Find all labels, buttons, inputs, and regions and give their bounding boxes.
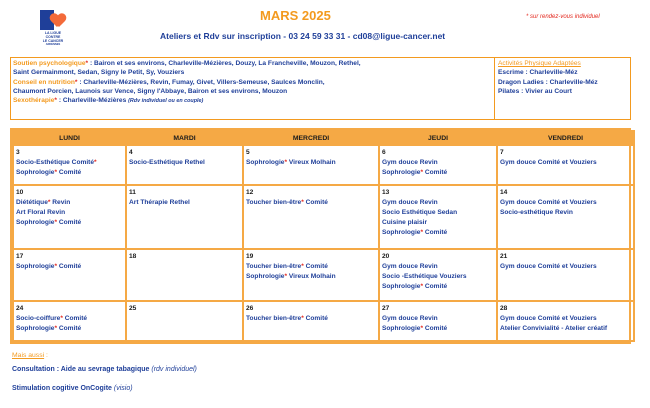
day-number: 6 (382, 149, 386, 156)
activity-location: Comité (57, 219, 82, 227)
sexo-line: Sexothérapie* : Charleville-Mézières (Rdv individuel ou en couple) (13, 97, 204, 105)
day-number: 12 (246, 189, 254, 197)
apa-item: Dragon Ladies : Charleville-Méz (498, 78, 598, 86)
calendar-week-row (13, 249, 634, 301)
calendar-day-cell (243, 249, 379, 301)
activity-item (129, 158, 240, 168)
soutien-text: : Bairon et ses environs, Charleville-Mézières, Douzy, La Francheville, Mouzon, Rethel, (88, 60, 361, 67)
calendar-day-cell (379, 185, 497, 249)
activity-item (16, 208, 123, 218)
day-number: 20 (382, 252, 390, 260)
calendar-day-cell (497, 301, 634, 341)
calendar-day-cell (126, 145, 243, 185)
appointment-star: * (420, 282, 424, 290)
activity-item (500, 262, 631, 272)
sexo-note: (Rdv individuel ou en couple) (128, 98, 204, 105)
calendar-day-cell (497, 249, 634, 301)
appointment-star: * (420, 324, 424, 332)
activity-name: Socio -Esthétique Vouziers (382, 272, 467, 280)
activity-item (382, 208, 494, 218)
activity-item (16, 262, 123, 272)
day-number: 10 (16, 189, 24, 197)
conseil-text: : Charleville-Mézières, Revin, Fumay, Givet, Villers-Semeuse, Saulces Monclin, (77, 78, 325, 86)
activity-name: Gym douce Comité et Vouziers (500, 262, 597, 270)
calendar-table (12, 130, 635, 342)
stimulation-text: Stimulation cogitive OnCogite (12, 385, 114, 392)
activity-name: Socio-Esthétique Rethel (129, 159, 205, 166)
activity-name: Sophrologie (382, 229, 421, 237)
apa-box (496, 58, 630, 119)
appointment-star: * (284, 272, 288, 280)
activity-item (246, 158, 376, 168)
soutien-line-2: Saint Germainmont, Sedan, Signy le Petit, Sy, Vouziers (13, 69, 185, 77)
activity-item (129, 198, 240, 208)
activity-location: Comité (423, 324, 448, 332)
conseil-label: Conseil en nutrition (13, 78, 75, 86)
day-header: MERCREDI (243, 131, 379, 145)
activity-name: Gym douce Revin (382, 199, 438, 207)
mais-aussi-text: Mais aussi (12, 352, 45, 359)
sexo-text: : Charleville-Mézières (57, 97, 129, 105)
activity-name: Toucher bien-être (246, 262, 302, 270)
activity-name: Socio-coiffure (16, 314, 61, 322)
rdv-note: * sur rendez-vous individuel (526, 14, 600, 20)
conseil-line: Conseil en nutrition* : Charleville-Mézières, Revin, Fumay, Givet, Villers-Semeuse, Saulces Monclin, (13, 78, 325, 86)
activity-item (382, 262, 494, 272)
activity-location: Comité (62, 314, 88, 322)
day-number: 4 (129, 149, 133, 156)
calendar-day-cell (243, 185, 379, 249)
appointment-star: * (301, 314, 304, 322)
activity-item (382, 218, 494, 228)
logo-line: ARDENNES (45, 43, 61, 47)
activity-name: Art Floral Revin (16, 209, 66, 217)
activity-item (382, 228, 494, 238)
calendar-day-cell (13, 249, 126, 301)
activity-item (16, 218, 123, 228)
activity-name: Diététique (16, 199, 48, 207)
activity-item (246, 198, 376, 208)
logo-line: LE CANCER (42, 38, 64, 43)
appointment-star: * (47, 199, 51, 207)
activity-item (246, 314, 376, 324)
mais-aussi-suffix: : (44, 352, 48, 359)
calendar-day-cell (379, 145, 497, 185)
calendar-week-row (13, 185, 634, 249)
apa-item: Escrime : Charleville-Méz (498, 69, 578, 77)
day-header: JEUDI (379, 131, 497, 145)
day-number: 7 (500, 149, 504, 156)
stimulation-note: (visio) (113, 385, 133, 392)
appointment-star: * (284, 159, 288, 166)
calendar (10, 128, 631, 344)
calendar-week-row (13, 145, 634, 185)
calendar-day-cell (379, 249, 497, 301)
appointment-star: * (54, 324, 58, 332)
appointment-star: * (420, 169, 424, 176)
day-number: 3 (16, 149, 20, 156)
activity-name: Sophrologie (16, 324, 55, 332)
day-number: 25 (129, 304, 137, 312)
calendar-day-cell (13, 145, 126, 185)
activity-name: Gym douce Comité et Vouziers (500, 199, 597, 207)
stimulation-line (12, 385, 133, 392)
page-title: MARS 2025 (260, 8, 331, 23)
activity-item (16, 324, 123, 334)
day-number: 17 (16, 252, 24, 260)
calendar-day-cell (379, 301, 497, 341)
activity-name: Socio-esthétique Revin (500, 209, 573, 217)
day-number: 26 (246, 304, 254, 312)
appointment-star: * (301, 262, 304, 270)
calendar-day-cell (126, 185, 243, 249)
day-number: 24 (16, 304, 24, 312)
activity-item (16, 158, 123, 168)
activity-item (500, 158, 631, 168)
activity-item (16, 198, 123, 208)
activity-item (382, 158, 494, 168)
logo-line: CONTRE (45, 34, 61, 39)
day-header: LUNDI (13, 131, 126, 145)
activity-item (382, 282, 494, 292)
calendar-day-cell (13, 185, 126, 249)
day-number: 5 (246, 149, 250, 156)
calendar-day-cell (243, 145, 379, 185)
calendar-day-cell (126, 301, 243, 341)
activity-name: Sophrologie (246, 159, 285, 166)
activity-location: Comité (423, 169, 448, 176)
activity-item (16, 314, 123, 324)
activity-name: Gym douce Revin (382, 159, 438, 166)
sexo-label: Sexothérapie (13, 97, 55, 105)
appointment-star: * (301, 199, 304, 207)
calendar-day-cell (497, 185, 634, 249)
services-left (11, 58, 495, 119)
activity-name: Gym douce Comité et Vouziers (500, 159, 597, 166)
conseil-line-2: Chaumont Porcien, Launois sur Vence, Signy l'Abbaye, Bairon et ses environs, Mouzon (13, 87, 288, 95)
activity-location: Comité (303, 199, 328, 207)
appointment-star: * (94, 159, 97, 166)
activity-item (382, 198, 494, 208)
day-number: 28 (500, 304, 508, 312)
appointment-star: * (60, 314, 63, 322)
consultation-line (12, 366, 197, 373)
activity-item (246, 272, 376, 282)
activity-item (500, 208, 631, 218)
activity-name: Gym douce Revin (382, 262, 438, 270)
day-number: 19 (246, 252, 254, 260)
day-header: VENDREDI (497, 131, 634, 145)
activity-name: Art Thérapie Rethel (129, 199, 190, 207)
activity-item (500, 314, 631, 324)
activity-item (382, 272, 494, 282)
day-header: MARDI (126, 131, 243, 145)
consultation-note: (rdv individuel) (151, 366, 197, 373)
activity-item (382, 314, 494, 324)
appointment-star: * (420, 229, 424, 237)
day-number: 14 (500, 189, 508, 197)
activity-name: Sophrologie (16, 169, 55, 176)
activity-location: Comité (423, 282, 448, 290)
activity-location: Comité (303, 262, 328, 270)
activity-name: Toucher bien-être (246, 199, 302, 207)
activity-name: Sophrologie (16, 219, 55, 227)
calendar-week-row (13, 301, 634, 341)
day-number: 21 (500, 252, 508, 260)
activity-item (246, 262, 376, 272)
day-number: 27 (382, 304, 390, 312)
activity-name: Sophrologie (382, 169, 421, 176)
activity-name: Cuisine plaisir (382, 219, 428, 227)
activity-name: Sophrologie (382, 282, 421, 290)
activity-name: Socio Esthétique Sedan (382, 209, 458, 217)
apa-item: Pilates : Vivier au Court (498, 87, 572, 95)
activity-name: Sophrologie (382, 324, 421, 332)
activity-item (500, 324, 631, 334)
activity-location: Comité (57, 262, 82, 270)
soutien-line: Soutien psychologique* : Bairon et ses environs, Charleville-Mézières, Douzy, La Francheville, Mouzon, Rethel, (13, 60, 361, 67)
soutien-label: Soutien psychologique (13, 60, 86, 67)
activity-location: Comité (57, 169, 82, 176)
activity-location: Comité (423, 229, 448, 237)
activity-item (500, 198, 631, 208)
activity-location: Comité (303, 314, 328, 322)
calendar-header-row (13, 131, 634, 145)
appointment-star: * (54, 219, 58, 227)
ligue-logo (36, 10, 70, 47)
calendar-day-cell (497, 145, 634, 185)
calendar-day-cell (13, 301, 126, 341)
logo-text (36, 32, 70, 47)
activity-item (382, 324, 494, 334)
consultation-text: Consultation : Aide au sevrage tabagique (12, 366, 152, 373)
apa-title: Activités Physique Adaptées (498, 60, 581, 67)
day-number: 13 (382, 189, 390, 197)
logo-heart-icon (50, 14, 66, 28)
services-info-box (10, 57, 631, 120)
appointment-star: * (54, 262, 58, 270)
calendar-day-cell (126, 249, 243, 301)
activity-name: Gym douce Comité et Vouziers (500, 314, 597, 322)
logo-line: LA LIGUE (44, 31, 62, 35)
activity-location: Revin (50, 199, 71, 207)
calendar-day-cell (243, 301, 379, 341)
day-number: 18 (129, 252, 137, 260)
appointment-star: * (54, 169, 58, 176)
activity-name: Socio-Esthétique Comité (16, 159, 95, 166)
activity-location: Vireux Molhain (287, 272, 336, 280)
activity-name: Sophrologie (246, 272, 285, 280)
activity-item (382, 168, 494, 178)
activity-name: Sophrologie (16, 262, 55, 270)
mais-aussi-label (12, 352, 48, 359)
activity-name: Atelier Convivialité - Atelier créatif (500, 324, 608, 332)
activity-location: Comité (57, 324, 82, 332)
activity-name: Gym douce Revin (382, 314, 438, 322)
activity-location: Vireux Molhain (287, 159, 336, 166)
activity-item (16, 168, 123, 178)
page-subtitle: Ateliers et Rdv sur inscription - 03 24 59 33 31 - cd08@ligue-cancer.net (160, 31, 446, 41)
day-number: 11 (129, 189, 136, 197)
activity-name: Toucher bien-être (246, 314, 302, 322)
